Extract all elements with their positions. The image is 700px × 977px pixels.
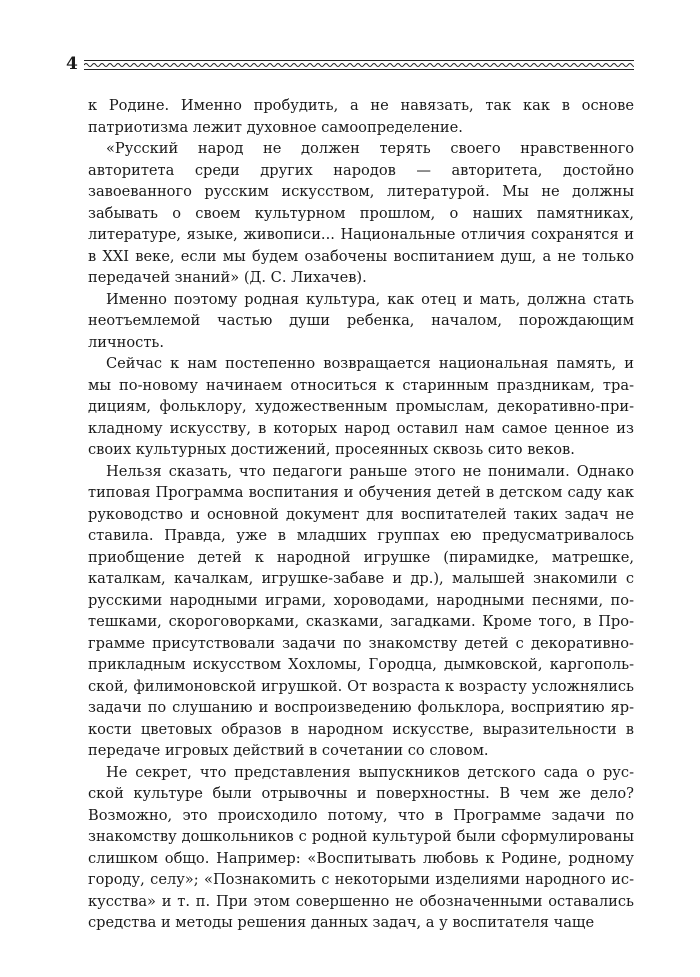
page-number: 4: [66, 54, 78, 74]
page-header: [66, 54, 634, 78]
decorative-rule-icon: [84, 59, 634, 71]
body-text: [88, 95, 634, 934]
paragraph: Сейчас к нам постепенно возвращается национальная память, и мы по-новому начинаем относиться к старинным праздникам, традициям, фольклору, художественным промыслам, декоративно-прикладному искусству, в которых народ оставил нам самое ценное из своих культурных достижений, просеянных сквозь сито веков.: [88, 355, 634, 458]
paragraph-quote: «Русский народ не должен терять своего нравственного авторитета среди других народов — авторитета, достойно завоеванного русским искусством, литературой. Мы не должны забывать о своем культурном прошлом, о наших памятниках, литературе, языке, живописи... Национальные отличия сохранятся и в XXI веке, если мы будем озабочены воспитанием душ, а не только передачей знаний» (Д. С. Лихачев).: [88, 140, 634, 286]
paragraph: Не секрет, что представления выпускников детского сада о русской культуре были отрывочны и поверхностны. В чем же дело? Возможно, это происходило потому, что в Программе задачи по знакомству дошкольников с родной культурой были сформулированы слишком общо. Например: «Воспитывать любовь к Родине, родному городу, селу»; «Познакомить с некоторыми изделиями народного искусства» и т. п. При этом совершенно не обозначенными оставались средства и методы решения данных задач, а у воспитателя чаще: [88, 763, 634, 931]
paragraph: Нельзя сказать, что педагоги раньше этого не понимали. Однако типовая Программа воспитания и обучения детей в детском саду как руководство и основной документ для воспитателей таких задач не ставила. Правда, уже в младших группах ею предусматривалось приобщение детей к народной игрушке (пирамидке, матрешке, каталкам, качалкам, игрушке-забаве и др.), малышей знакомили с русскими народными играми, хороводами, народными песнями, потешками, скороговорками, сказками, загадками. Кроме того, в Программе присутствовали задачи по знакомству детей с декоративно-прикладным искусством Хохломы, Городца, дымковской, каргопольской, филимоновской игрушкой. От возраста к возрасту усложнялись задачи по слушанию и воспроизведению фольклора, восприятию яркости цветовых образов в народном искусстве, выразительности в передаче игровых действий в сочетании со словом.: [88, 462, 634, 759]
paragraph-continuation: к Родине. Именно пробудить, а не навязать, так как в основе патриотизма лежит духовное самоопределение.: [88, 97, 634, 136]
paragraph: Именно поэтому родная культура, как отец и мать, должна стать неотъемлемой частью души ребенка, началом, порождающим личность.: [88, 290, 634, 351]
